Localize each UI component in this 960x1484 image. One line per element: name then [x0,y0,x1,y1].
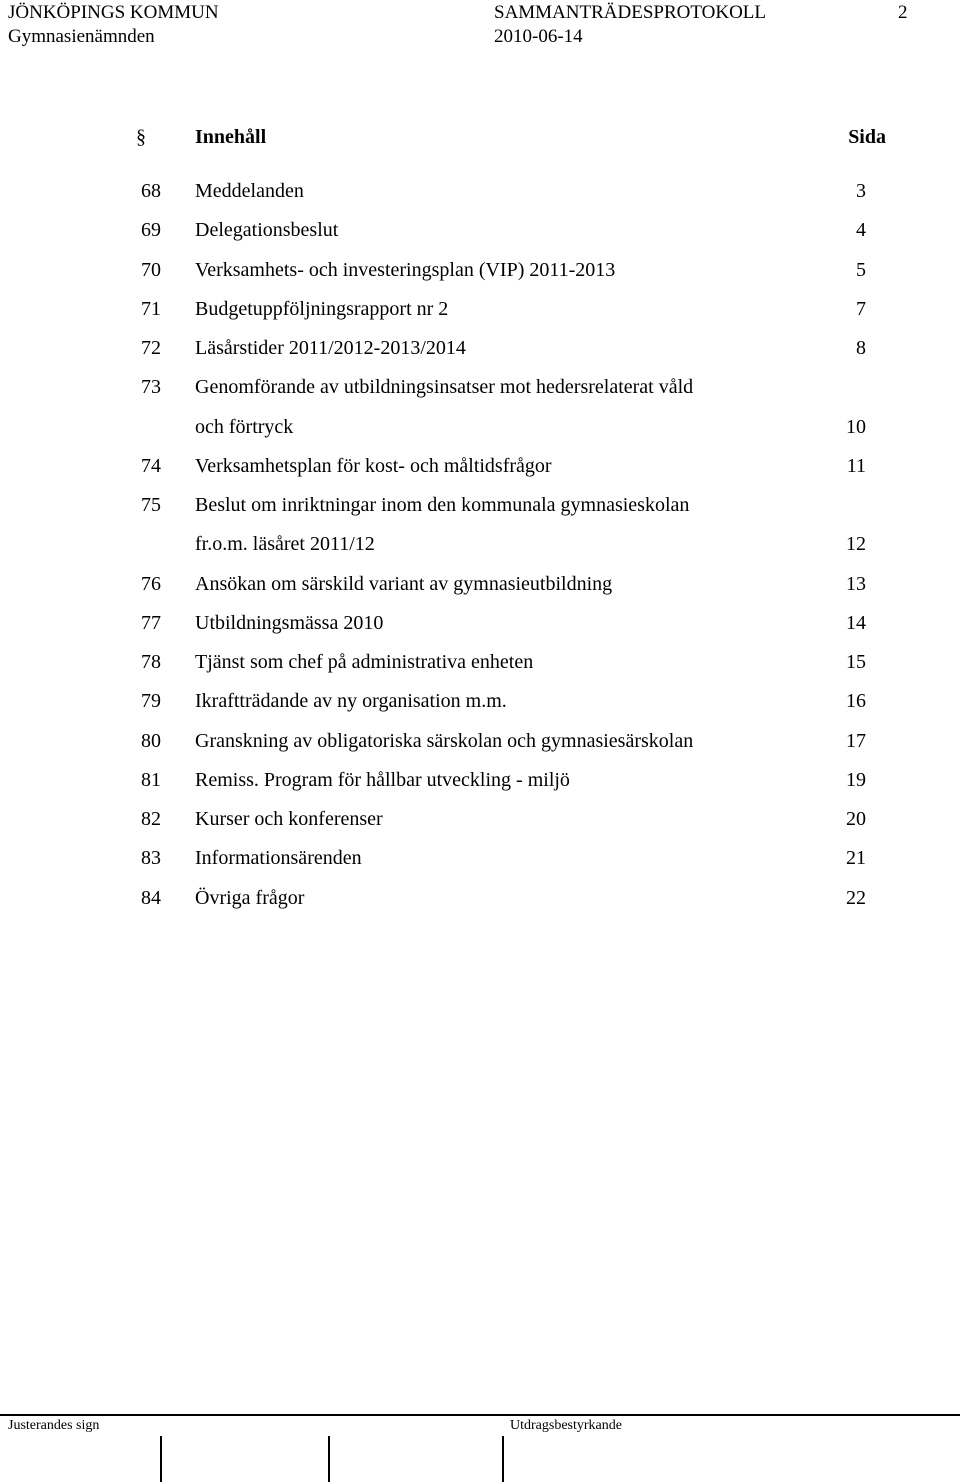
toc-entry-title: Ikraftträdande av ny organisation m.m. [195,690,507,713]
toc-entry-page: 5 [856,258,866,281]
toc-entry-number: 82 [141,808,161,830]
toc-entry-number: 78 [141,651,161,673]
toc-entry [0,767,960,793]
toc-entry [0,649,960,675]
organization-name: JÖNKÖPINGS KOMMUN [8,2,219,23]
toc-entry-page: 22 [846,886,866,909]
toc-entry-page: 14 [846,611,866,634]
toc-entry-title: Tjänst som chef på administrativa enheten [195,651,534,673]
toc-entry-title: Beslut om inriktningar inom den kommunala gymnasieskolan [195,494,690,516]
page-number: 2 [898,2,908,23]
signature-box-divider [328,1436,330,1482]
toc-entry-page: 17 [846,729,866,752]
toc-entry-number: 83 [141,847,161,870]
toc-entry [0,217,960,243]
toc-entry-number: 74 [141,454,161,477]
toc-entry-title: Granskning av obligatoriska särskolan och gymnasiesärskolan [195,729,694,752]
toc-entry-title: Verksamhets- och investeringsplan (VIP) 2011-2013 [195,258,616,281]
footer-utdragsbestyrkande: Utdragsbestyrkande [510,1418,622,1433]
toc-entry-title: Genomförande av utbildningsinsatser mot hedersrelaterat våld [195,376,694,399]
toc-entry-title: och förtryck [195,415,294,438]
toc-entry-number: 75 [141,494,161,516]
toc-entry-title: Läsårstider 2011/2012-2013/2014 [195,337,466,359]
footer-justerandes-sign: Justerandes sign [8,1418,100,1433]
toc-entry-page: 19 [846,768,866,791]
toc-entry-title: Meddelanden [195,180,304,202]
toc-entry-title: Budgetuppföljningsrapport nr 2 [195,297,449,320]
toc-entry-page: 13 [846,572,866,595]
toc-entry [0,728,960,754]
toc-entry-number: 71 [141,297,161,320]
toc-entry [0,453,960,479]
toc-entry [0,610,960,636]
toc-entry-title: Delegationsbeslut [195,219,339,242]
toc-entry [0,257,960,283]
toc-entry [0,414,960,440]
document-type: SAMMANTRÄDESPROTOKOLL [494,2,767,23]
toc-entry [0,688,960,714]
toc-entry-number: 73 [141,376,161,399]
toc-entry [0,296,960,322]
toc-entry [0,492,960,518]
toc-entry-page: 20 [846,808,866,830]
toc-entry-title: Verksamhetsplan för kost- och måltidsfrågor [195,454,552,477]
toc-entry [0,571,960,597]
toc-entry-title: fr.o.m. läsåret 2011/12 [195,533,375,556]
toc-entry-number: 80 [141,729,161,752]
toc-entry-number: 84 [141,886,161,909]
toc-entry-title: Utbildningsmässa 2010 [195,611,384,634]
toc-entry-page: 11 [846,454,866,477]
toc-entry [0,374,960,400]
toc-entry-page: 4 [856,219,866,242]
toc-entry-number: 70 [141,258,161,281]
signature-box-divider [160,1436,162,1482]
toc-entry [0,178,960,204]
toc-entry-page: 7 [856,297,866,320]
toc-entry-title: Övriga frågor [195,886,305,909]
toc-entry-title: Informationsärenden [195,847,362,870]
toc-entry [0,845,960,871]
toc-entry-number: 69 [141,219,161,242]
toc-page-column-header: Sida [848,126,886,148]
toc-entry-number: 68 [141,180,161,202]
toc-entry-page: 12 [846,533,866,556]
toc-entry [0,885,960,911]
toc-entry-title: Kurser och konferenser [195,808,383,830]
toc-entry-page: 16 [846,690,866,713]
toc-entry-page: 3 [856,180,866,202]
toc-entry [0,531,960,557]
toc-entry-page: 15 [846,651,866,673]
toc-entry-number: 81 [141,768,161,791]
toc-entry-number: 72 [141,337,161,359]
committee-name: Gymnasienämnden [8,26,155,47]
toc-entry-title: Remiss. Program för hållbar utveckling - miljö [195,768,570,791]
footer-divider [0,1414,960,1416]
toc-entry-number: 79 [141,690,161,713]
toc-entry [0,335,960,361]
toc-entry-page: 10 [846,415,866,438]
toc-entry [0,806,960,832]
signature-box-divider [502,1436,504,1482]
toc-title: Innehåll [195,126,267,148]
meeting-date: 2010-06-14 [494,26,583,47]
toc-entry-number: 76 [141,572,161,595]
toc-entry-page: 21 [846,847,866,870]
toc-entry-page: 8 [856,337,866,359]
toc-entry-title: Ansökan om särskild variant av gymnasieutbildning [195,572,613,595]
toc-entry-number: 77 [141,611,161,634]
toc-header [0,126,960,156]
section-symbol: § [136,126,146,148]
